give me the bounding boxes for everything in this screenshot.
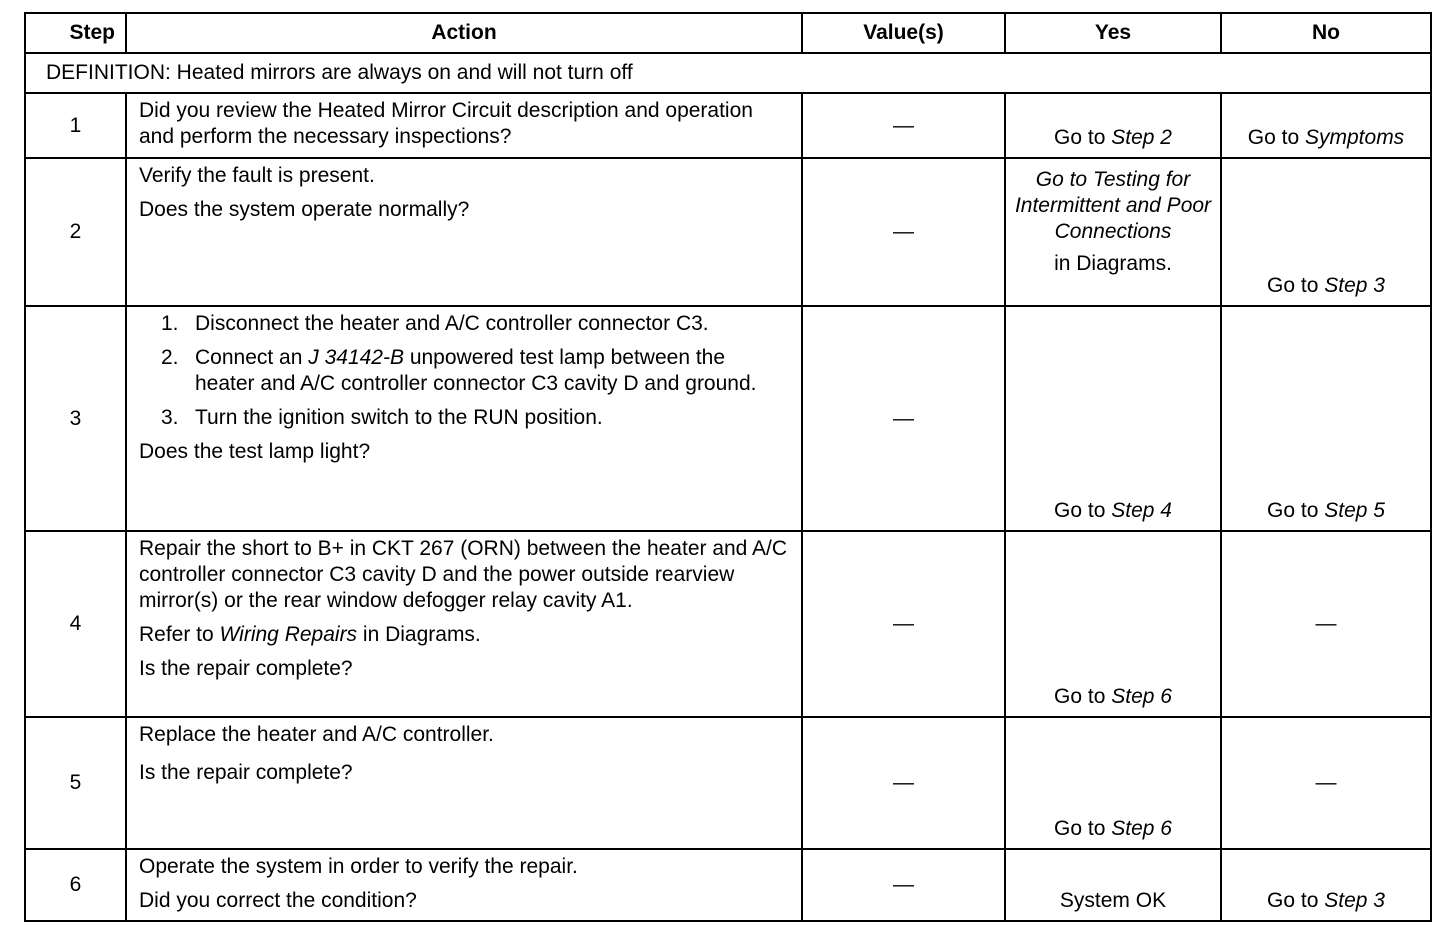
list-item xyxy=(161,345,789,397)
step-number: 2 xyxy=(25,158,126,306)
table-row xyxy=(25,717,1431,849)
table-row xyxy=(25,306,1431,531)
action-cell xyxy=(126,93,802,158)
action-cell xyxy=(126,158,802,306)
definition: DEFINITION: Heated mirrors are always on and will not turn off xyxy=(25,53,1431,93)
step-number: 1 xyxy=(25,93,126,158)
value-cell: — xyxy=(802,93,1005,158)
item-number: 2. xyxy=(161,346,179,369)
action-question: Does the system operate normally? xyxy=(139,198,470,221)
yes-link[interactable]: Go to Testing for Intermittent and Poor Connections xyxy=(1014,168,1212,243)
yes-link[interactable]: Step 6 xyxy=(1111,685,1172,708)
action-text: Operate the system in order to verify the repair. xyxy=(139,855,578,878)
yes-cell xyxy=(1005,717,1221,849)
no-text: Go to xyxy=(1267,499,1325,522)
no-text: Go to xyxy=(1267,889,1325,912)
action-cell xyxy=(126,306,802,531)
header-action: Action xyxy=(126,13,802,53)
no-text: Go to xyxy=(1247,126,1305,149)
yes-text: Go to xyxy=(1054,126,1112,149)
header-row xyxy=(25,13,1431,53)
action-text: Replace the heater and A/C controller. xyxy=(139,723,494,746)
no-link[interactable]: Step 3 xyxy=(1324,889,1385,912)
action-question: Does the test lamp light? xyxy=(139,440,371,463)
refer-post: in Diagrams. xyxy=(357,623,481,646)
header-no: No xyxy=(1221,13,1431,53)
item-text-pre: Connect an xyxy=(195,346,309,369)
yes-cell xyxy=(1005,849,1221,921)
yes-cell xyxy=(1005,531,1221,717)
refer-pre: Refer to xyxy=(139,623,220,646)
procedure-list xyxy=(139,311,789,431)
item-text-post: unpowered test lamp between the heater and A/C controller connector C3 cavity D and ground. xyxy=(195,346,757,395)
value-cell: — xyxy=(802,158,1005,306)
yes-text: Go to xyxy=(1054,499,1112,522)
step-number: 5 xyxy=(25,717,126,849)
item-text: Disconnect the heater and A/C controller connector C3. xyxy=(195,312,709,335)
header-step: Step xyxy=(25,13,126,53)
header-values: Value(s) xyxy=(802,13,1005,53)
yes-cell xyxy=(1005,158,1221,306)
no-cell xyxy=(1221,93,1431,158)
action-cell xyxy=(126,531,802,717)
action-cell xyxy=(126,849,802,921)
no-link[interactable]: Symptoms xyxy=(1305,126,1405,149)
header-yes: Yes xyxy=(1005,13,1221,53)
no-cell xyxy=(1221,849,1431,921)
yes-link[interactable]: Step 2 xyxy=(1111,126,1172,149)
table-row xyxy=(25,531,1431,717)
item-number: 1. xyxy=(161,312,179,335)
wiring-repairs-link[interactable]: Wiring Repairs xyxy=(219,623,358,646)
no-cell xyxy=(1221,306,1431,531)
refer-text xyxy=(139,622,789,648)
action-text: Verify the fault is present. xyxy=(139,164,375,187)
action-cell xyxy=(126,717,802,849)
yes-cell xyxy=(1005,93,1221,158)
step-number: 3 xyxy=(25,306,126,531)
table-row xyxy=(25,158,1431,306)
yes-cell xyxy=(1005,306,1221,531)
action-text: Did you review the Heated Mirror Circuit description and operation and perform the necessary inspections? xyxy=(139,99,753,148)
step-number: 6 xyxy=(25,849,126,921)
value-cell: — xyxy=(802,306,1005,531)
diagnostic-table xyxy=(24,12,1432,922)
yes-text: System OK xyxy=(1059,889,1167,912)
no-cell xyxy=(1221,158,1431,306)
no-cell: — xyxy=(1221,717,1431,849)
action-question: Is the repair complete? xyxy=(139,657,353,680)
value-cell: — xyxy=(802,849,1005,921)
value-cell: — xyxy=(802,717,1005,849)
no-text: Go to xyxy=(1267,274,1325,297)
list-item xyxy=(161,405,789,431)
item-text xyxy=(195,345,789,397)
item-text: Turn the ignition switch to the RUN position. xyxy=(195,406,603,429)
yes-link[interactable]: Step 4 xyxy=(1111,499,1172,522)
yes-text: Go to xyxy=(1054,817,1112,840)
no-link[interactable]: Step 5 xyxy=(1324,499,1385,522)
action-question: Is the repair complete? xyxy=(139,761,353,784)
action-question: Did you correct the condition? xyxy=(139,889,417,912)
definition-row xyxy=(25,53,1431,93)
no-link[interactable]: Step 3 xyxy=(1324,274,1385,297)
item-number: 3. xyxy=(161,406,179,429)
table-row xyxy=(25,849,1431,921)
list-item xyxy=(161,311,789,337)
table-row xyxy=(25,93,1431,158)
no-cell: — xyxy=(1221,531,1431,717)
value-cell: — xyxy=(802,531,1005,717)
yes-text: in Diagrams. xyxy=(1054,252,1172,275)
tool-reference: J 34142-B xyxy=(308,346,404,369)
step-number: 4 xyxy=(25,531,126,717)
yes-link[interactable]: Step 6 xyxy=(1111,817,1172,840)
yes-text: Go to xyxy=(1054,685,1112,708)
action-text: Repair the short to B+ in CKT 267 (ORN) between the heater and A/C controller connector C3 cavity D and the power outside rearview mirror(s) or the rear window defogger relay cavity A1. xyxy=(139,537,788,612)
